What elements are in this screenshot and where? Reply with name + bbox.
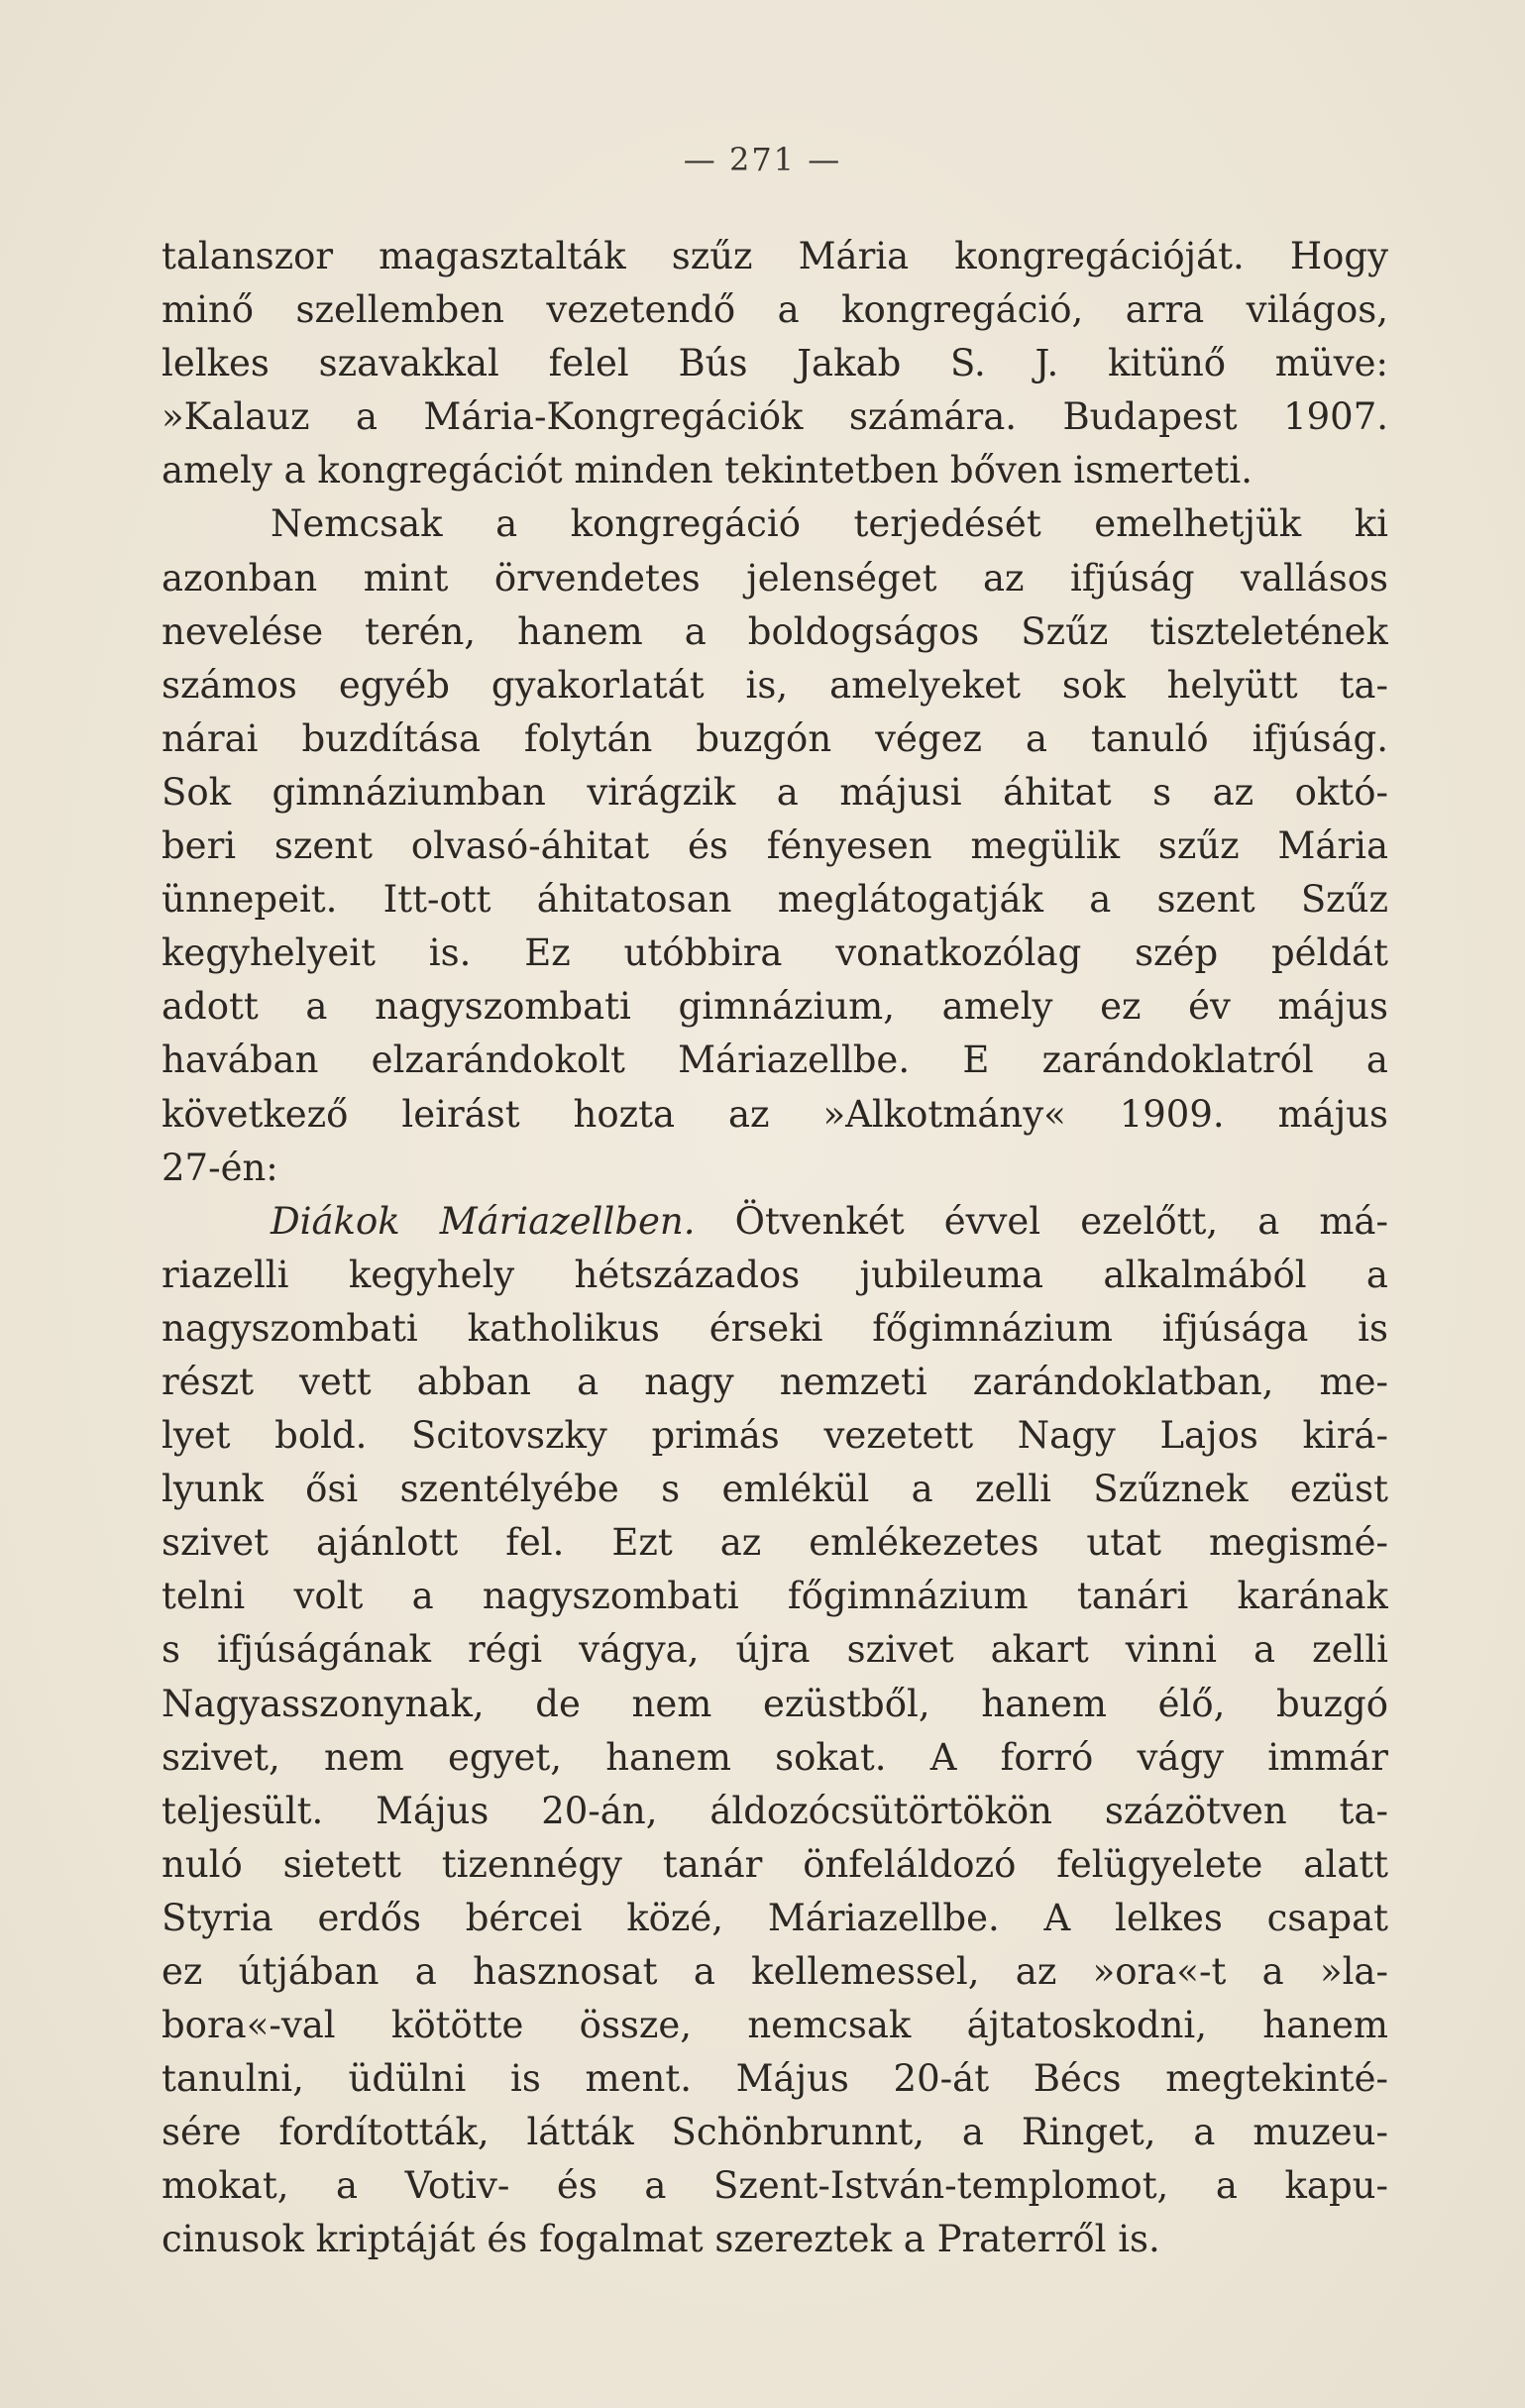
text-line: Sok gimnáziumban virágzik a májusi áhitat s az októ- — [162, 770, 1388, 814]
text-line: bora«-val kötötte össze, nemcsak ájtatoskodni, hanem — [162, 2004, 1388, 2047]
text-line: nárai buzdítása folytán buzgón végez a tanuló ifjúság. — [162, 716, 1388, 760]
text-line: amely a kongregációt minden tekintetben bőven ismerteti. — [162, 449, 1253, 493]
text-line: cinusok kriptáját és fogalmat szereztek a Praterről is. — [162, 2218, 1160, 2261]
text-line: ünnepeit. Itt-ott áhitatosan meglátogatják a szent Szűz — [162, 878, 1388, 922]
text-line: Nagyasszonynak, de nem ezüstből, hanem élő, buzgó — [162, 1682, 1388, 1725]
text-line: lelkes szavakkal felel Bús Jakab S. J. kitünő müve: — [162, 342, 1388, 385]
text-line: sére fordították, látták Schönbrunnt, a Ringet, a muzeu- — [162, 2111, 1388, 2154]
text-line: lyet bold. Scitovszky primás vezetett Nagy Lajos kirá- — [162, 1414, 1388, 1458]
text-line: »Kalauz a Mária-Kongregációk számára. Budapest 1907. — [162, 395, 1388, 439]
text-line: telni volt a nagyszombati főgimnázium tanári karának — [162, 1575, 1388, 1618]
text-line: Styria erdős bércei közé, Máriazellbe. A lelkes csapat — [162, 1896, 1388, 1939]
page-number: — 271 — — [683, 141, 842, 178]
text-line: riazelli kegyhely hétszázados jubileuma alkalmából a — [162, 1253, 1388, 1296]
text-line: mokat, a Votiv- és a Szent-István-templomot, a kapu- — [162, 2164, 1388, 2208]
text-line: nuló sietett tizennégy tanár önfeláldozó felügyelete alatt — [162, 1842, 1388, 1886]
text-line-rest: Ötvenkét évvel ezelőtt, a má- — [734, 1199, 1388, 1243]
text-line: azonban mint örvendetes jelenséget az ifjúság vallásos — [162, 556, 1388, 600]
body-text — [162, 230, 1388, 2267]
text-line: lyunk ősi szentélyébe s emlékül a zelli Szűznek ezüst — [162, 1468, 1388, 1511]
text-line: nevelése terén, hanem a boldogságos Szűz tiszteletének — [162, 609, 1388, 653]
text-line: 27-én: — [162, 1146, 278, 1189]
text-line: részt vett abban a nagy nemzeti zarándoklatban, me- — [162, 1360, 1388, 1403]
text-line: ez útjában a hasznosat a kellemessel, az »ora«-t a »la- — [162, 1950, 1388, 1993]
text-line: szivet ajánlott fel. Ezt az emlékezetes utat megismé- — [162, 1521, 1388, 1565]
text-line: talanszor magasztalták szűz Mária kongregációját. Hogy — [162, 235, 1388, 277]
text-line: s ifjúságának régi vágya, újra szivet akart vinni a zelli — [162, 1628, 1388, 1672]
text-line: nagyszombati katholikus érseki főgimnázium ifjúsága is — [162, 1306, 1388, 1350]
text-line: adott a nagyszombati gimnázium, amely ez év május — [162, 985, 1388, 1029]
text-line-with-heading — [162, 1195, 1388, 1249]
text-line: teljesült. Május 20-án, áldozócsütörtökön százötven ta- — [162, 1789, 1388, 1832]
text-line: számos egyéb gyakorlatát is, amelyeket sok helyütt ta- — [162, 663, 1388, 707]
text-line: kegyhelyeit is. Ez utóbbira vonatkozólag szép példát — [162, 931, 1388, 975]
text-line: beri szent olvasó-áhitat és fényesen megülik szűz Mária — [162, 824, 1388, 868]
text-line: minő szellemben vezetendő a kongregáció, arra világos, — [162, 288, 1388, 332]
text-line: havában elzarándokolt Máriazellbe. E zarándoklatról a — [162, 1039, 1388, 1082]
text-line: tanulni, üdülni is ment. Május 20-át Bécs megtekinté- — [162, 2057, 1388, 2101]
italic-heading: Diákok Máriazellben. — [271, 1199, 696, 1243]
text-line: következő leirást hozta az »Alkotmány« 1909. május — [162, 1092, 1388, 1136]
text-line: szivet, nem egyet, hanem sokat. A forró vágy immár — [162, 1735, 1388, 1779]
text-line: Nemcsak a kongregáció terjedését emelhetjük ki — [271, 502, 1388, 546]
